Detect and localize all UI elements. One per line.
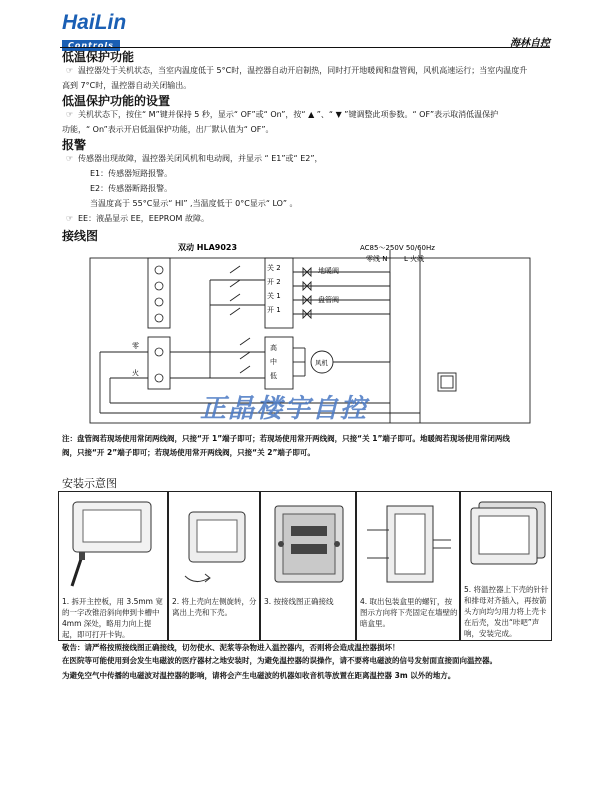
pointing-hand-icon: ☞ [66, 154, 74, 163]
high-speed-label: 高 [270, 344, 277, 352]
install-step-1 [58, 491, 168, 641]
section3-line2: E1：传感器短路报警。 [90, 169, 173, 178]
section-title-alarm: 报警 [62, 138, 87, 152]
install-step-text: 5. 将温控器上下壳的针针和排母对齐插入，再按箭头方向均匀用力将上壳卡在后壳，发出“咔吧”声响，安装完成。 [464, 585, 549, 638]
install-step-4 [356, 491, 460, 641]
fire-label: 火 [132, 369, 139, 377]
thermostat-open-illustration [67, 498, 161, 588]
install-step-text: 2. 将上壳向左侧旋转，分离出上壳和下壳。 [172, 597, 257, 617]
section1-line1: 温控器处于关机状态，当室内温度低于 5°C时，温控器自动开启制热，同时打开地暖阀和盘管阀，风机高速运行；当室内温度升 [78, 66, 528, 75]
install-step-5 [460, 491, 552, 641]
terminal-screw [155, 348, 163, 356]
terminal-screw [155, 374, 163, 382]
section3-line5: EE：液晶显示 EE，EEPROM 故障。 [78, 214, 209, 223]
pointing-hand-icon: ☞ [66, 66, 74, 75]
paragraph-line [66, 151, 323, 166]
section-title-protection-settings: 低温保护功能的设置 [62, 94, 171, 108]
warning-line1: 敬告：请严格按照接线图正确接线，切勿使水、泥浆等杂物进入温控器内，否则将会造成温控器损坏！ [62, 643, 400, 652]
zero-label: 零 [132, 342, 139, 350]
install-step-text: 3. 按接线图正确接线 [264, 597, 334, 606]
thermostat-rotate-illustration [175, 506, 255, 586]
section-title-low-temp-protection: 低温保护功能 [62, 50, 135, 64]
neutral-label: 零线 N [366, 255, 388, 263]
section3-line4: 当温度高于 55°C显示“ HI” ,当温度低于 0°C显示“ LO” 。 [90, 199, 298, 208]
coil-valve-label: 盘管阀 [318, 296, 339, 304]
section3-line1: 传感器出现故障，温控器关闭风机和电动阀，并显示 “ E1”或“ E2”， [78, 154, 323, 163]
wiring-note-line2: 阀，只接“开 2”端子即可；若现场使用常开两线阀，只接“关 2”端子即可。 [62, 448, 315, 457]
terminal-screw [155, 266, 163, 274]
logo-sub-text: Controls [62, 40, 120, 51]
live-label: L 火线 [404, 255, 425, 263]
pointing-hand-icon: ☞ [66, 110, 74, 119]
open2-label: 开 2 [267, 278, 281, 286]
logo-main-text: HaiLin [62, 11, 127, 34]
company-logo [62, 12, 134, 48]
section-title-wiring-diagram: 接线图 [62, 229, 99, 243]
watermark: 正晶楼宇自控 [200, 394, 369, 424]
floor-valve-label: 地暖阀 [318, 267, 339, 275]
brand-name: 海林自控 [510, 38, 550, 49]
terminal-screw [155, 298, 163, 306]
device-label: 双动 HLA9023 [178, 243, 238, 252]
open1-label: 开 1 [267, 306, 281, 314]
terminal-screw [155, 282, 163, 290]
install-step-text: 1. 拆开主控板，用 3.5mm 宽的一字改锥沿斜向伸到卡槽中 4mm 深处，略用力向上提起，即可打开卡钩。 [62, 597, 163, 639]
install-step-2 [168, 491, 260, 641]
paragraph-line [66, 107, 498, 122]
close1-label: 关 1 [267, 292, 281, 300]
terminal-screw [155, 314, 163, 322]
close2-label: 关 2 [267, 264, 281, 272]
install-step-3 [260, 491, 356, 641]
thermostat-back-wiring-illustration [267, 500, 351, 590]
pointing-hand-icon: ☞ [66, 214, 74, 223]
section2-line2: 功能，“ On”表示开启低温保护功能，出厂默认值为“ OF”。 [62, 125, 274, 134]
section3-line3: E2：传感器断路报警。 [90, 184, 173, 193]
section1-line2: 高到 7°C时，温控器自动关闭输出。 [62, 81, 192, 90]
fan-label: 风机 [315, 359, 328, 367]
install-step-text: 4. 取出包装盒里的螺钉，按图示方向将下壳固定在墙壁的暗盒里。 [360, 597, 458, 628]
section2-line1: 关机状态下，按住“ M”键并保持 5 秒，显示“ OF”或“ On”，按“ ▲ ”、“ ▼ ”键调整此项参数。“ OF”表示取消低温保护 [78, 110, 499, 119]
paragraph-line [66, 211, 209, 226]
thermostat-assemble-illustration [465, 498, 549, 578]
wiring-note-line1: 注：盘管阀若现场使用常闭两线阀，只接“开 1”端子即可；若现场使用常开两线阀，只接“关 1”端子即可。地暖阀若现场使用常闭两线 [62, 434, 510, 443]
thermostat-screen [441, 376, 453, 388]
power-label: AC85～250V 50/60Hz [360, 244, 435, 252]
section-title-installation: 安装示意图 [62, 477, 117, 490]
warning-line2: 在医院等可能使用到会发生电磁波的医疗器材之地安装时，为避免温控器的误操作，请不要将电磁波的信号发射面直接面向温控器。 [62, 656, 497, 665]
mid-speed-label: 中 [270, 358, 277, 366]
paragraph-line [66, 63, 527, 78]
thermostat-mount-illustration [365, 500, 453, 590]
low-speed-label: 低 [270, 372, 277, 380]
warning-line3: 为避免空气中传播的电磁波对温控器的影响，请将会产生电磁波的机器如收音机等放置在距离温控器 3m 以外的地方。 [62, 671, 456, 680]
